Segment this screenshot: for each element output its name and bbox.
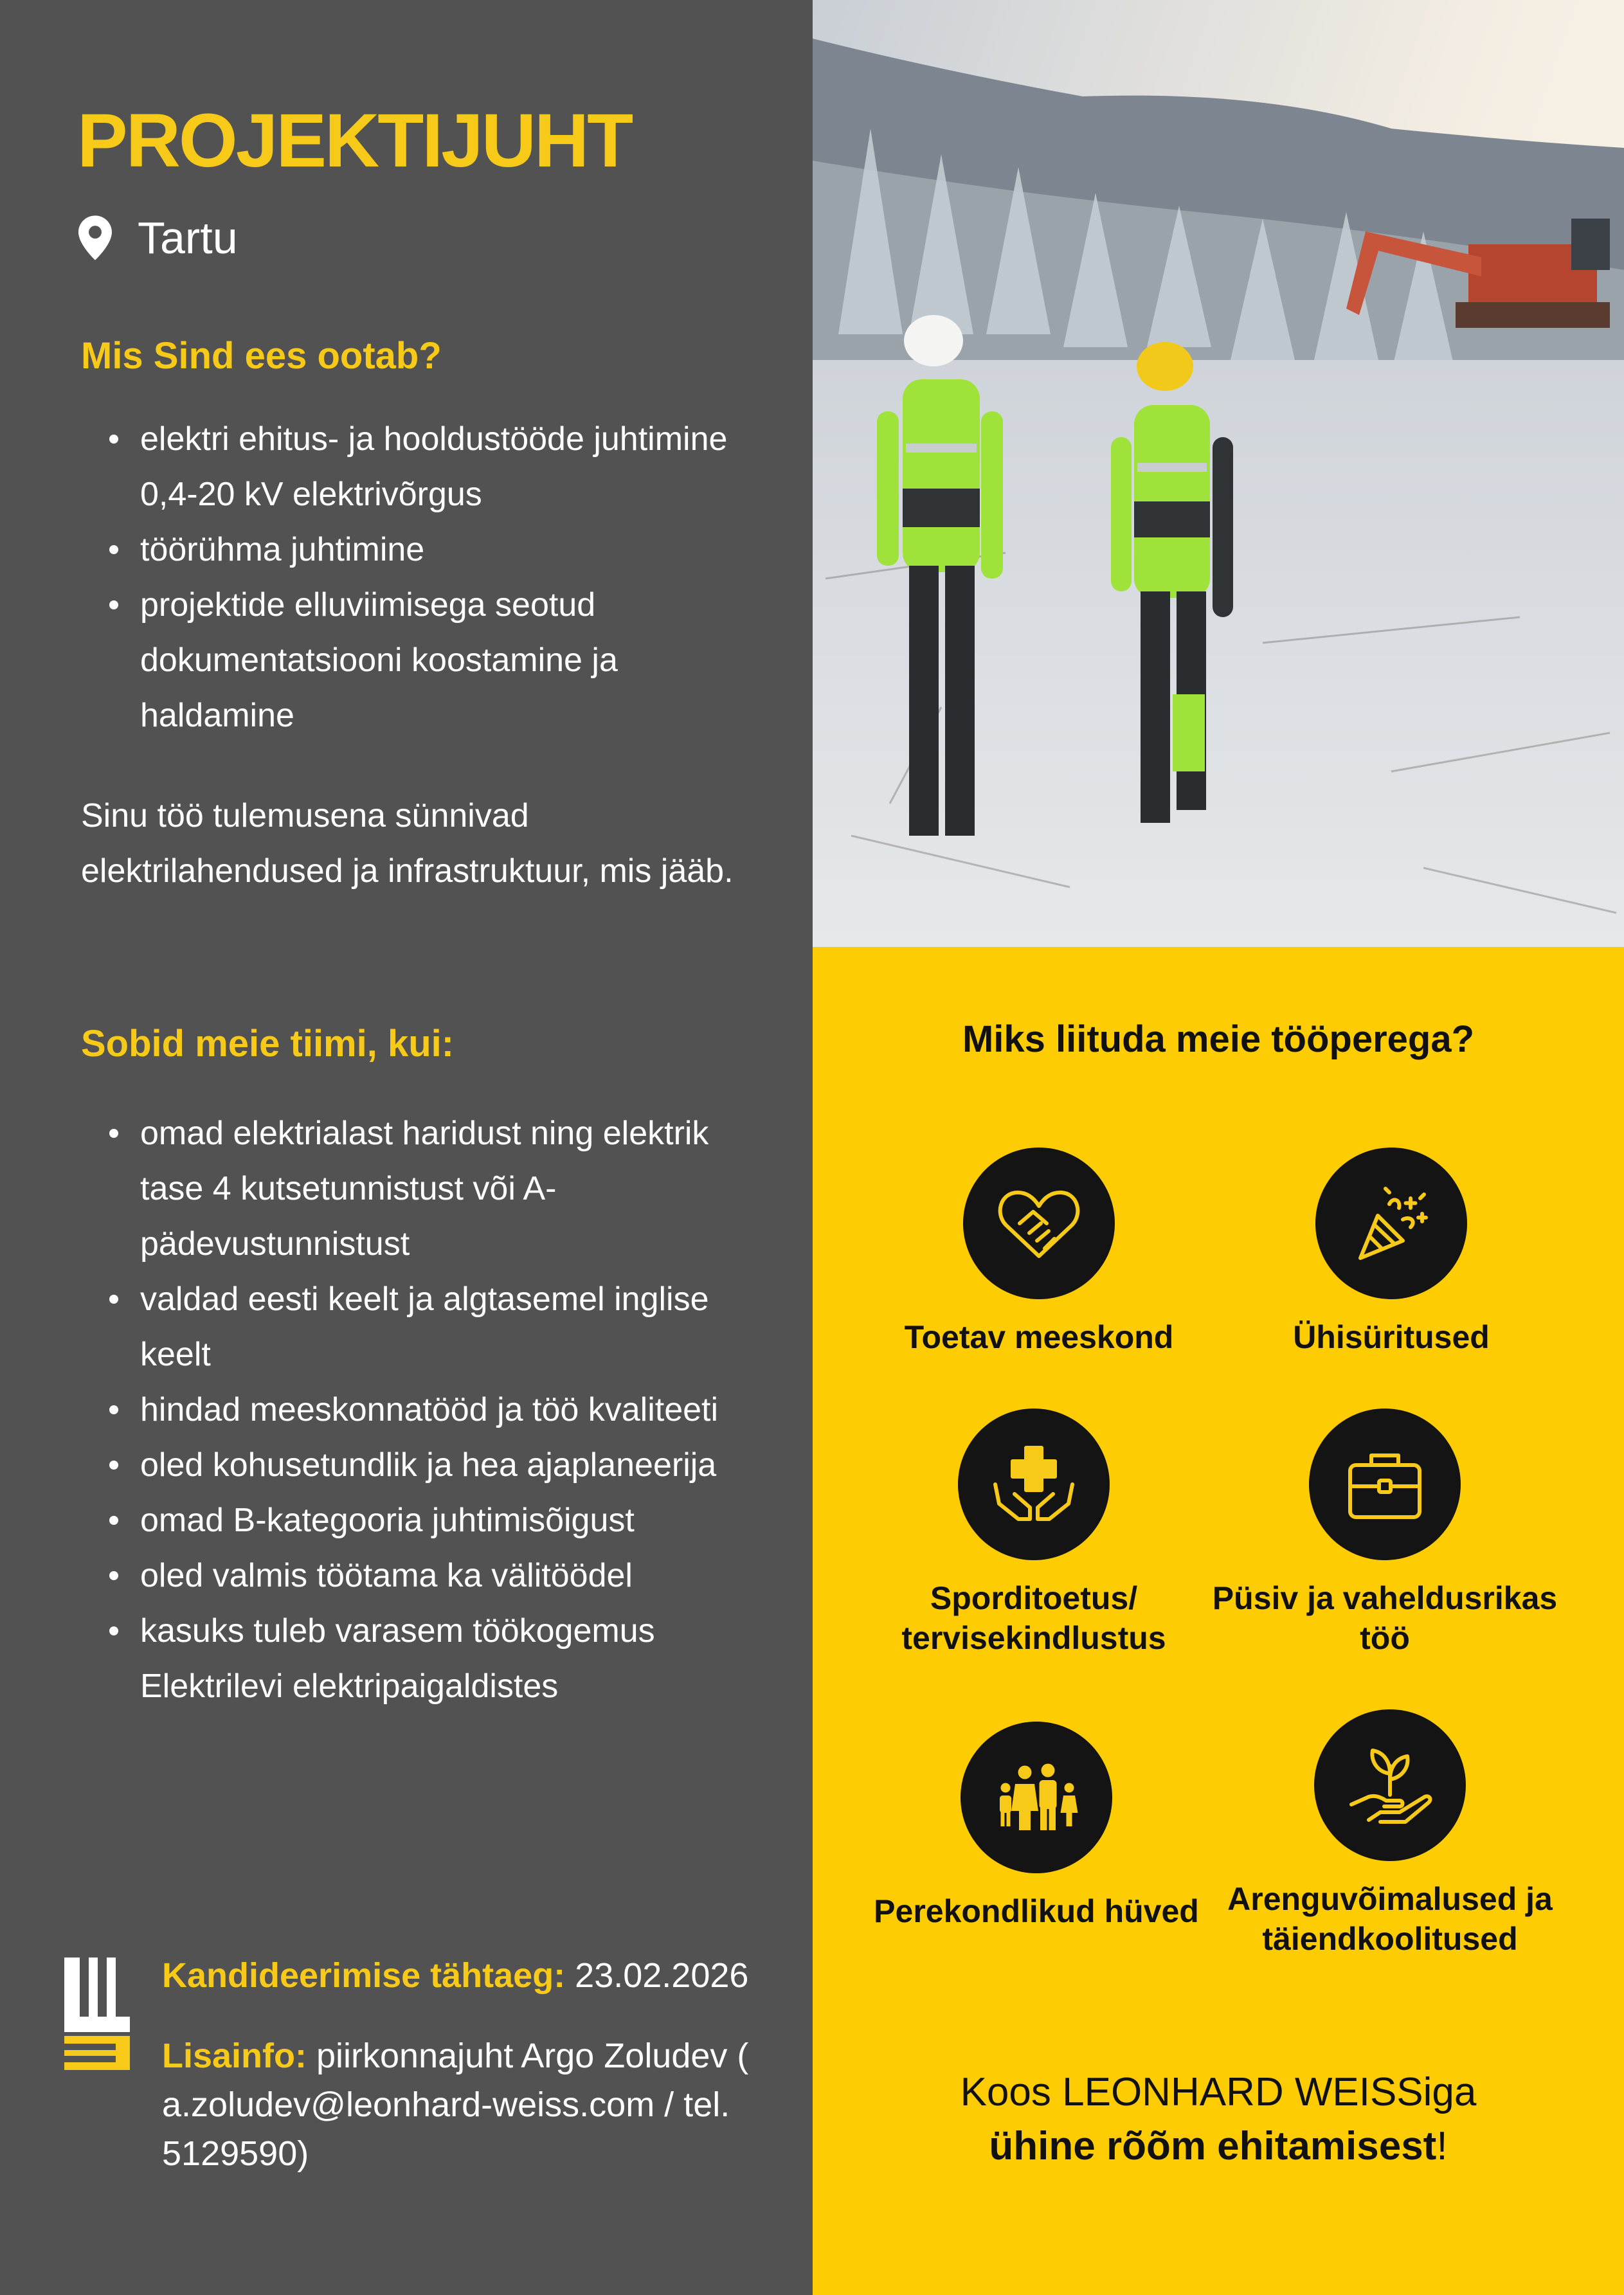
location-text: Tartu — [138, 213, 238, 263]
benefit-stable-work — [1205, 1408, 1565, 1658]
workers-photo — [813, 0, 1624, 947]
application-deadline — [162, 1951, 792, 2000]
benefit-icon-circle — [1309, 1408, 1461, 1560]
list-item: oled kohusetundlik ja hea ajaplaneerija — [81, 1437, 750, 1493]
contact-value: piirkonnajuht Argo Zoludev ( a.zoludev@leonhard-weiss.com / tel. 5129590) — [162, 2037, 749, 2173]
list-item: omad elektrialast haridust ning elektrik tase 4 kutsetunnistust või A-pädevustunnistust — [81, 1106, 750, 1272]
benefit-label: Püsiv ja vaheldusrikas töö — [1212, 1580, 1558, 1656]
job-location — [78, 212, 238, 264]
benefits-heading: Miks liituda meie tööperega? — [962, 1018, 1475, 1060]
list-item: hindad meeskonnatööd ja töö kvaliteeti — [81, 1382, 750, 1437]
benefits-panel — [813, 947, 1624, 2295]
slogan-line2 — [813, 2120, 1624, 2174]
plant-in-hand-icon — [1342, 1737, 1438, 1833]
expect-list — [81, 411, 750, 743]
benefit-icon-circle — [1315, 1148, 1467, 1299]
deadline-value: 23.02.2026 — [565, 1956, 749, 1995]
location-pin-icon — [78, 215, 112, 260]
contact-info — [162, 2031, 792, 2178]
benefit-label: Toetav meeskond — [904, 1319, 1174, 1355]
benefit-label: Sporditoetus/ tervisekindlustus — [901, 1580, 1166, 1656]
list-item: projektide elluviimisega seotud dokumentatsiooni koostamine ja haldamine — [81, 577, 750, 743]
fit-heading: Sobid meie tiimi, kui: — [81, 1023, 455, 1065]
benefit-family — [856, 1722, 1216, 1931]
benefit-icon-circle — [958, 1408, 1110, 1560]
list-item: töörühma juhtimine — [81, 522, 750, 577]
health-care-hands-icon — [986, 1436, 1082, 1533]
benefit-icon-circle — [1314, 1709, 1466, 1861]
fit-list — [81, 1106, 750, 1714]
slogan-line1: Koos LEONHARD WEISSiga — [960, 2070, 1477, 2114]
slogan-end: ! — [1436, 2124, 1448, 2168]
party-popper-icon — [1343, 1175, 1439, 1272]
contact-label: Lisainfo: — [162, 2037, 307, 2075]
company-slogan — [813, 2066, 1624, 2174]
job-title: PROJEKTIJUHT — [77, 98, 632, 183]
benefit-sport-health — [854, 1408, 1214, 1658]
handshake-heart-icon — [991, 1175, 1087, 1272]
deadline-label: Kandideerimise tähtaeg: — [162, 1956, 566, 1995]
slogan-bold: ühine rõõm ehitamisest — [989, 2124, 1437, 2168]
list-item: omad B-kategooria juhtimisõigust — [81, 1493, 750, 1548]
benefit-supportive-team — [859, 1148, 1219, 1357]
list-item: oled valmis töötama ka välitöödel — [81, 1548, 750, 1603]
list-item: kasuks tuleb varasem töökogemus Elektrilevi elektripaigaldistes — [81, 1603, 750, 1714]
winter-worksite-image — [813, 0, 1624, 947]
expect-heading: Mis Sind ees ootab? — [81, 335, 442, 377]
benefit-label: Ühisüritused — [1293, 1319, 1490, 1355]
benefit-label: Perekondlikud hüved — [874, 1893, 1199, 1929]
list-item: valdad eesti keelt ja algtasemel inglise keelt — [81, 1272, 750, 1382]
list-item: elektri ehitus- ja hooldustööde juhtimine 0,4-20 kV elektrivõrgus — [81, 411, 750, 522]
leonhard-weiss-logo — [64, 1958, 130, 2070]
benefit-icon-circle — [963, 1148, 1115, 1299]
benefit-development — [1210, 1709, 1570, 1959]
family-icon — [988, 1749, 1085, 1846]
briefcase-icon — [1337, 1436, 1433, 1533]
benefit-joint-events — [1211, 1148, 1571, 1357]
benefit-icon-circle — [961, 1722, 1112, 1873]
result-paragraph: Sinu töö tulemusena sünnivad elektrilahendused ja infrastruktuur, mis jääb. — [81, 797, 734, 890]
benefit-label: Arenguvõimalused ja täiendkoolitused — [1227, 1881, 1553, 1957]
